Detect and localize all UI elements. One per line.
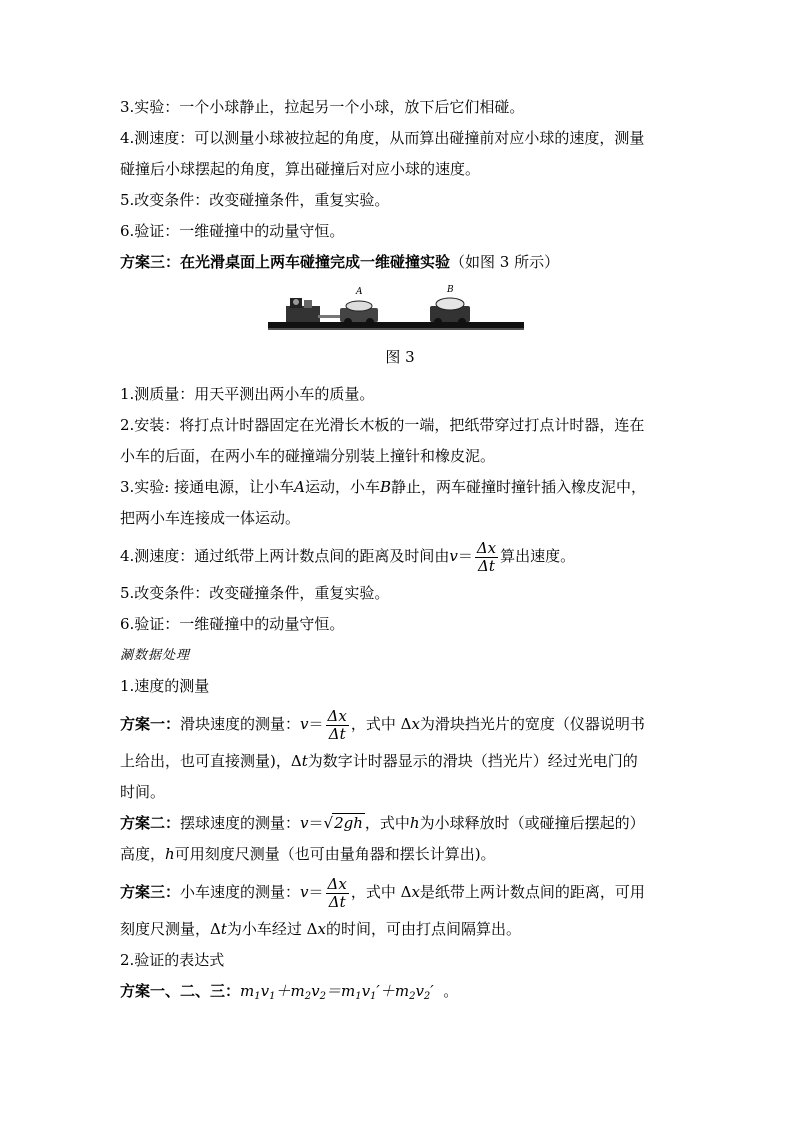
text-line: 6.验证：一维碰撞中的动量守恒。: [120, 222, 345, 240]
text-span: 为数字计时器显示的滑块（挡光片）经过光电门的: [307, 752, 638, 770]
text-line: 4.测速度：可以测量小球被拉起的角度，从而算出碰撞前对应小球的速度，测量: [120, 129, 645, 147]
plan-three-title-bold: 方案三：在光滑桌面上两车碰撞完成一维碰撞实验: [120, 253, 451, 271]
plan-three-note: （如图 3 所示）: [450, 253, 560, 271]
fraction-numerator: Δx: [327, 706, 347, 725]
text-span: 为滑块挡光片的宽度（仪器说明书: [419, 715, 645, 733]
text-line: 5.改变条件：改变碰撞条件，重复实验。: [120, 191, 390, 209]
text-span: ，式中 Δ: [350, 715, 412, 733]
text-line: 6.验证：一维碰撞中的动量守恒。: [120, 615, 345, 633]
equals-sign: ＝: [308, 715, 324, 733]
text-span: 运动，小车: [304, 478, 380, 496]
equals-sign: ＝: [457, 547, 473, 565]
text-span: 算出速度。: [500, 547, 576, 565]
equals-sign: ＝: [308, 883, 324, 901]
text-line: [120, 746, 680, 777]
text-line: 1.测质量：用天平测出两小车的质量。: [120, 385, 375, 403]
text-line: [120, 914, 680, 945]
sqrt-radicand: 2gh: [334, 814, 363, 832]
plan-three-title: [120, 247, 680, 278]
fraction-denominator: Δt: [478, 556, 495, 575]
symbol-a: A: [294, 478, 305, 496]
subsection-title: 2.验证的表达式: [120, 951, 225, 969]
text-span: 。: [443, 982, 459, 1000]
text-line: [120, 472, 680, 503]
text-span: 为小车经过 Δ: [226, 920, 318, 938]
fraction-numerator: Δx: [476, 538, 497, 557]
symbol-v: v: [300, 814, 309, 832]
text-line: 时间。: [120, 783, 166, 801]
symbol-v: v: [300, 883, 309, 901]
text-span: 为小球释放时（或碰撞后摆起的）: [419, 814, 645, 832]
text-span: 摆球速度的测量：: [180, 814, 301, 832]
text-line: [120, 702, 680, 746]
subsection-title: 1.速度的测量: [120, 677, 210, 695]
text-line: [120, 808, 680, 839]
symbol-x: x: [317, 920, 326, 938]
text-span: 滑块速度的测量：: [180, 715, 301, 733]
plan-one-label: 方案一：: [120, 715, 181, 733]
section-heading: 涮数据处理: [120, 648, 191, 663]
text-line: 碰撞后小球摆起的角度，算出碰撞后对应小球的速度。: [120, 160, 481, 178]
momentum-equation: $m_1v_1+m_2v_2=m_1v_1'+m_2v_2'$: [240, 982, 434, 1002]
fraction-numerator: Δx: [327, 874, 347, 893]
text-span: 可用刻度尺测量（也可由量角器和摆长计算出)。: [174, 845, 496, 863]
figure-3: [120, 282, 680, 338]
text-span: 静止，两车碰撞时撞针插入橡皮泥中，: [391, 478, 647, 496]
text-line: 把两小车连接成一体运动。: [120, 509, 301, 527]
fraction-denominator: Δt: [328, 892, 346, 911]
symbol-v: v: [449, 547, 458, 565]
cart-collision-image: [268, 282, 524, 336]
text-span: 刻度尺测量，Δ: [120, 920, 221, 938]
text-line: 5.改变条件：改变碰撞条件，重复实验。: [120, 584, 390, 602]
text-span: ，式中 Δ: [350, 883, 412, 901]
label-cart-b: B: [447, 285, 454, 295]
text-span: 小车速度的测量：: [180, 883, 301, 901]
symbol-b: B: [380, 478, 392, 496]
text-span: ，式中: [364, 814, 410, 832]
final-expression: [120, 976, 680, 1007]
text-span: 的时间，可由打点间隔算出。: [325, 920, 521, 938]
symbol-h: h: [165, 845, 175, 863]
fraction-dx-dt: [326, 876, 349, 911]
text-span: 是纸带上两计数点间的距离，可用: [419, 883, 645, 901]
document-body: [120, 92, 680, 1007]
symbol-t: t: [220, 920, 227, 938]
fraction-dx-dt: [475, 540, 498, 575]
text-line: [120, 534, 680, 578]
figure-caption: 图 3: [385, 348, 415, 366]
label-cart-a: A: [356, 287, 363, 297]
text-span: 4.测速度：通过纸带上两计数点间的距离及时间由: [120, 547, 450, 565]
text-line: 3.实验：一个小球静止，拉起另一个小球，放下后它们相碰。: [120, 98, 525, 116]
fraction-dx-dt: [326, 708, 349, 743]
text-span: 3.实验: 接通电源，让小车: [120, 478, 295, 496]
symbol-h: h: [409, 814, 420, 832]
text-line: [120, 870, 680, 914]
fraction-denominator: Δt: [328, 724, 346, 743]
text-span: 上给出，也可直接测量)，Δ: [120, 752, 302, 770]
symbol-t: t: [301, 752, 308, 770]
symbol-x: x: [411, 883, 420, 901]
sqrt-sign: √: [323, 814, 334, 832]
equals-sign: ＝: [308, 814, 324, 832]
text-span: 高度，: [120, 845, 166, 863]
text-line: [120, 839, 680, 870]
plan-three-label: 方案三：: [120, 883, 181, 901]
symbol-x: x: [411, 715, 420, 733]
text-line: 2.安装：将打点计时器固定在光滑长木板的一端，把纸带穿过打点计时器，连在: [120, 416, 645, 434]
symbol-v: v: [300, 715, 309, 733]
text-line: 小车的后面，在两小车的碰撞端分别装上撞针和橡皮泥。: [120, 447, 496, 465]
plans-label: 方案一、二、三：: [120, 982, 241, 1000]
plan-two-label: 方案二：: [120, 814, 181, 832]
